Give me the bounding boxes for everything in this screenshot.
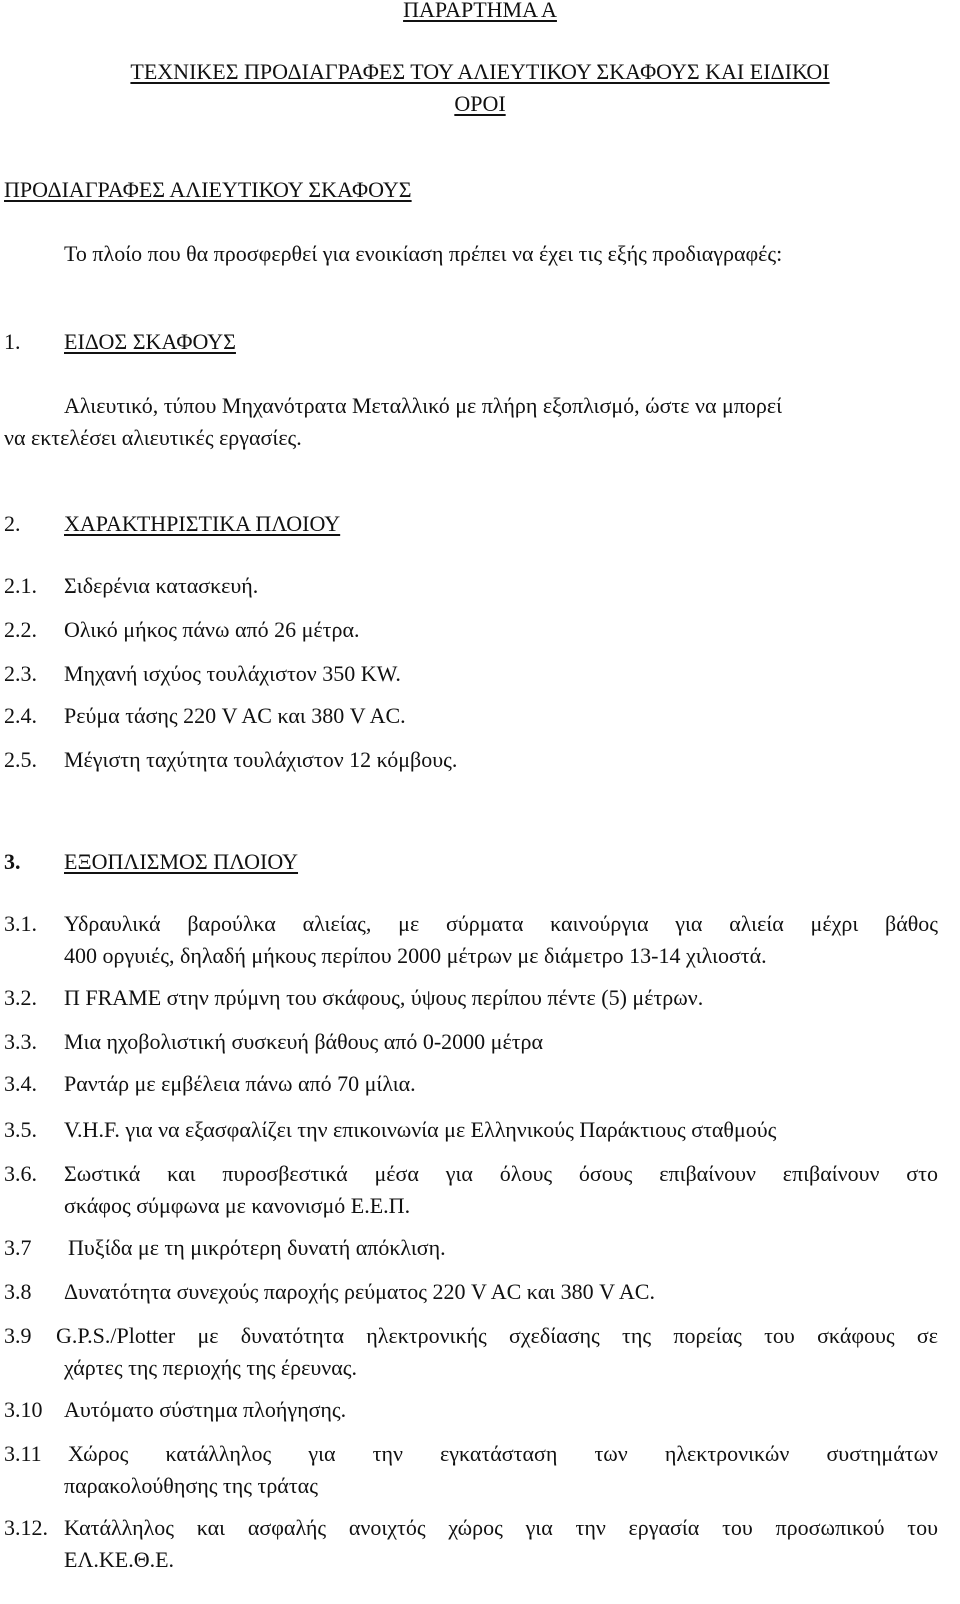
section-heading: ΠΡΟΔΙΑΓΡΑΦΕΣ ΑΛΙΕΥΤΙΚΟΥ ΣΚΑΦΟΥΣ — [4, 177, 412, 202]
item-number: 2.3. — [4, 661, 37, 686]
spec-item: Μέγιστη ταχύτητα τουλάχιστον 12 κόμβους. — [64, 747, 458, 772]
item-number: 2.5. — [4, 747, 37, 772]
spec-item: Σιδερένια κατασκευή. — [64, 573, 259, 598]
item-number: 3.11 — [4, 1441, 42, 1466]
main-title-line2: ΟΡΟΙ — [454, 91, 506, 116]
section3-title: ΕΞΟΠΛΙΣΜΟΣ ΠΛΟΙΟΥ — [64, 849, 299, 874]
equipment-item-line1: Χώρος κατάλληλος για την εγκατάσταση των ηλεκτρονικών συστημάτων — [68, 1441, 938, 1466]
item-number: 3.4. — [4, 1071, 37, 1096]
item-number: 2.2. — [4, 617, 37, 642]
equipment-item: Δυνατότητα συνεχούς παροχής ρεύματος 220 V AC και 380 V AC. — [64, 1279, 655, 1304]
section1-number: 1. — [4, 329, 21, 354]
section2-number: 2. — [4, 511, 21, 536]
section1-text-line2: να εκτελέσει αλιευτικές εργασίες. — [4, 425, 302, 450]
equipment-item-line2: ΕΛ.ΚΕ.Θ.Ε. — [64, 1547, 175, 1572]
spec-item: Μηχανή ισχύος τουλάχιστον 350 KW. — [64, 661, 401, 686]
intro-text: Το πλοίο που θα προσφερθεί για ενοικίαση πρέπει να έχει τις εξής προδιαγραφές: — [64, 241, 783, 266]
item-number: 3.9 — [4, 1323, 32, 1348]
item-number: 3.5. — [4, 1117, 37, 1142]
main-title-line1: ΤΕΧΝΙΚΕΣ ΠΡΟΔΙΑΓΡΑΦΕΣ ΤΟΥ ΑΛΙΕΥΤΙΚΟΥ ΣΚΑΦΟΥΣ ΚΑΙ ΕΙΔΙΚΟΙ — [130, 59, 830, 84]
section1-title: ΕΙΔΟΣ ΣΚΑΦΟΥΣ — [64, 329, 236, 354]
equipment-item-line1: Σωστικά και πυροσβεστικά μέσα για όλους όσους επιβαίνουν επιβαίνουν στο — [64, 1161, 938, 1186]
equipment-item: Ραντάρ με εμβέλεια πάνω από 70 μίλια. — [64, 1071, 416, 1096]
item-number: 2.4. — [4, 703, 37, 728]
equipment-item-line2: παρακολούθησης της τράτας — [64, 1473, 318, 1498]
equipment-item: Μια ηχοβολιστική συσκευή βάθους από 0-2000 μέτρα — [64, 1029, 544, 1054]
spec-item: Ρεύμα τάσης 220 V AC και 380 V AC. — [64, 703, 406, 728]
equipment-item-line1: Κατάλληλος και ασφαλής ανοιχτός χώρος για την εργασία του προσωπικού του — [64, 1515, 938, 1540]
equipment-item-line2: σκάφος σύμφωνα με κανονισμό Ε.Ε.Π. — [64, 1193, 411, 1218]
section2-title: ΧΑΡΑΚΤΗΡΙΣΤΙΚΑ ΠΛΟΙΟΥ — [64, 511, 341, 536]
equipment-item-line1: Υδραυλικά βαρούλκα αλιείας, με σύρματα καινούργια για αλιεία μέχρι βάθος — [64, 911, 938, 936]
item-number: 2.1. — [4, 573, 37, 598]
item-number: 3.10 — [4, 1397, 43, 1422]
spec-item: Ολικό μήκος πάνω από 26 μέτρα. — [64, 617, 360, 642]
section3-number: 3. — [4, 849, 21, 874]
equipment-item: Πυξίδα με τη μικρότερη δυνατή απόκλιση. — [68, 1235, 446, 1260]
item-number: 3.7 — [4, 1235, 32, 1260]
equipment-item: Π FRAME στην πρύμνη του σκάφους, ύψους περίπου πέντε (5) μέτρων. — [64, 985, 704, 1010]
equipment-item: Αυτόματο σύστημα πλοήγησης. — [64, 1397, 347, 1422]
item-number: 3.1. — [4, 911, 37, 936]
annex-title: ΠΑΡΑΡΤΗΜΑ Α — [403, 0, 557, 22]
equipment-item-line2: χάρτες της περιοχής της έρευνας. — [64, 1355, 357, 1380]
section1-text-line1: Αλιευτικό, τύπου Μηχανότρατα Μεταλλικό με πλήρη εξοπλισμό, ώστε να μπορεί — [64, 393, 783, 418]
equipment-item: V.H.F. για να εξασφαλίζει την επικοινωνία με Ελληνικούς Παράκτιους σταθμούς — [64, 1117, 777, 1142]
item-number: 3.2. — [4, 985, 37, 1010]
item-number: 3.8 — [4, 1279, 32, 1304]
equipment-item-line2: 400 οργυιές, δηλαδή μήκους περίπου 2000 μέτρων με διάμετρο 13-14 χιλιοστά. — [64, 943, 767, 968]
item-number: 3.3. — [4, 1029, 37, 1054]
item-number: 3.12. — [4, 1515, 48, 1540]
item-number: 3.6. — [4, 1161, 37, 1186]
equipment-item-line1: G.P.S./Plotter με δυνατότητα ηλεκτρονικής σχεδίασης της πορείας του σκάφους σε — [56, 1323, 938, 1348]
